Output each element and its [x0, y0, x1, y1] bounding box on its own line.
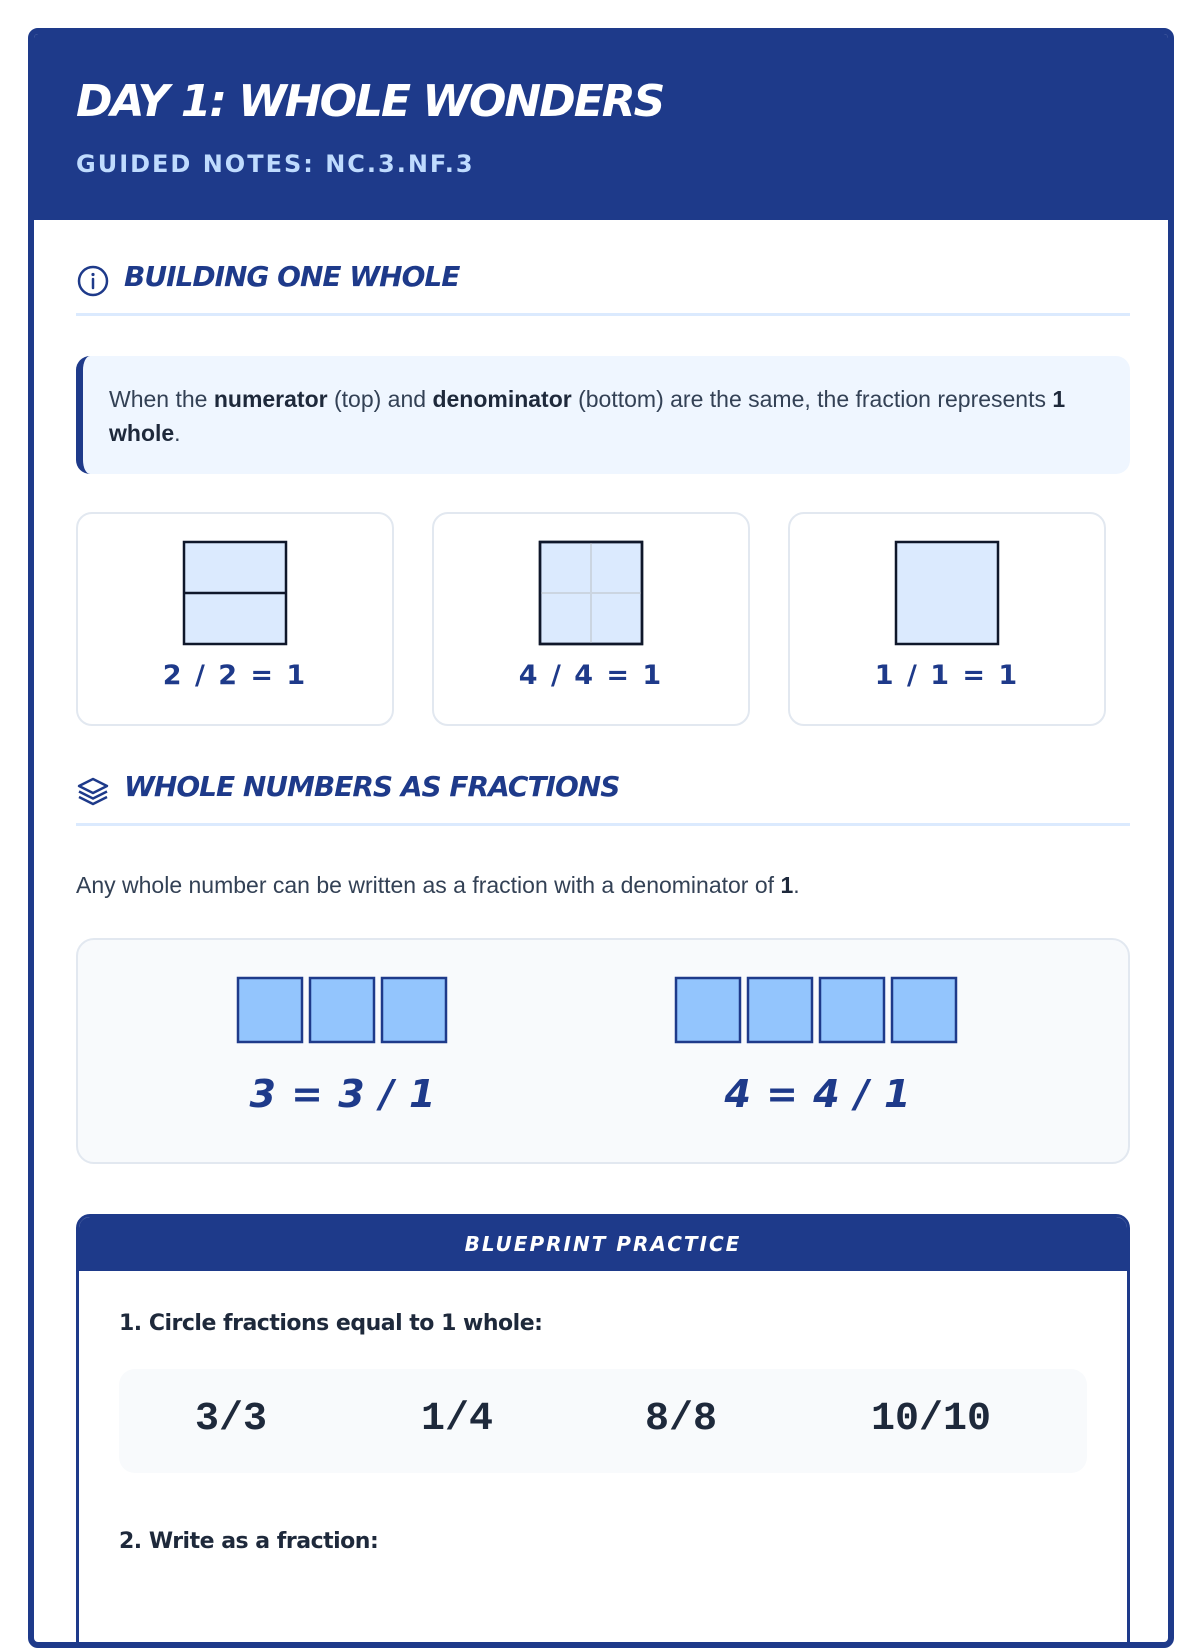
header — [34, 34, 1168, 220]
one-whole-term: 1 whole — [109, 386, 1066, 446]
layers-icon — [76, 774, 110, 808]
text: (top) and — [327, 386, 433, 412]
four-blocks — [674, 976, 958, 1044]
page-title: DAY 1: WHOLE WONDERS — [76, 76, 664, 127]
text: Any whole number can be written as a fraction with a denominator of — [76, 872, 781, 898]
section-heading-whole-numbers — [76, 770, 1130, 826]
text: When the — [109, 386, 214, 412]
definition-callout — [76, 356, 1130, 474]
fraction-choices — [119, 1369, 1087, 1473]
text: (bottom) are the same, the fraction represents — [571, 386, 1053, 412]
text: . — [793, 872, 800, 898]
practice-panel — [76, 1214, 1130, 1648]
denominator-value: 1 — [780, 872, 794, 898]
notes-card — [28, 28, 1174, 1648]
section-title: BUILDING ONE WHOLE — [124, 260, 460, 293]
model-card-whole — [788, 512, 1106, 726]
fourths-model — [538, 540, 644, 646]
whole-number-examples — [76, 938, 1130, 1164]
model-equation: 2 / 2 = 1 — [162, 660, 308, 691]
text: . — [174, 420, 181, 446]
section-heading-building — [76, 260, 1130, 316]
three-blocks — [236, 976, 448, 1044]
fraction-choice[interactable]: 10/10 — [871, 1397, 992, 1442]
model-card-halves — [76, 512, 394, 726]
fraction-choice[interactable]: 3/3 — [195, 1397, 268, 1442]
numerator-term: numerator — [213, 386, 328, 412]
example-equation: 3 = 3 / 1 — [249, 1072, 437, 1116]
fraction-choice[interactable]: 8/8 — [645, 1397, 718, 1442]
section-title: WHOLE NUMBERS AS FRACTIONS — [124, 770, 620, 803]
question-1: 1. Circle fractions equal to 1 whole: — [119, 1311, 543, 1336]
whole-number-rule — [76, 872, 800, 899]
model-card-fourths — [432, 512, 750, 726]
halves-model — [182, 540, 288, 646]
model-equation: 4 / 4 = 1 — [518, 660, 664, 691]
denominator-term: denominator — [432, 386, 572, 412]
question-2: 2. Write as a fraction: — [119, 1529, 379, 1554]
info-icon — [76, 264, 110, 298]
model-equation: 1 / 1 = 1 — [874, 660, 1020, 691]
example-equation: 4 = 4 / 1 — [724, 1072, 912, 1116]
whole-model — [894, 540, 1000, 646]
practice-title: BLUEPRINT PRACTICE — [79, 1217, 1127, 1271]
page-subtitle: GUIDED NOTES: NC.3.NF.3 — [76, 150, 475, 178]
fraction-choice[interactable]: 1/4 — [421, 1397, 494, 1442]
